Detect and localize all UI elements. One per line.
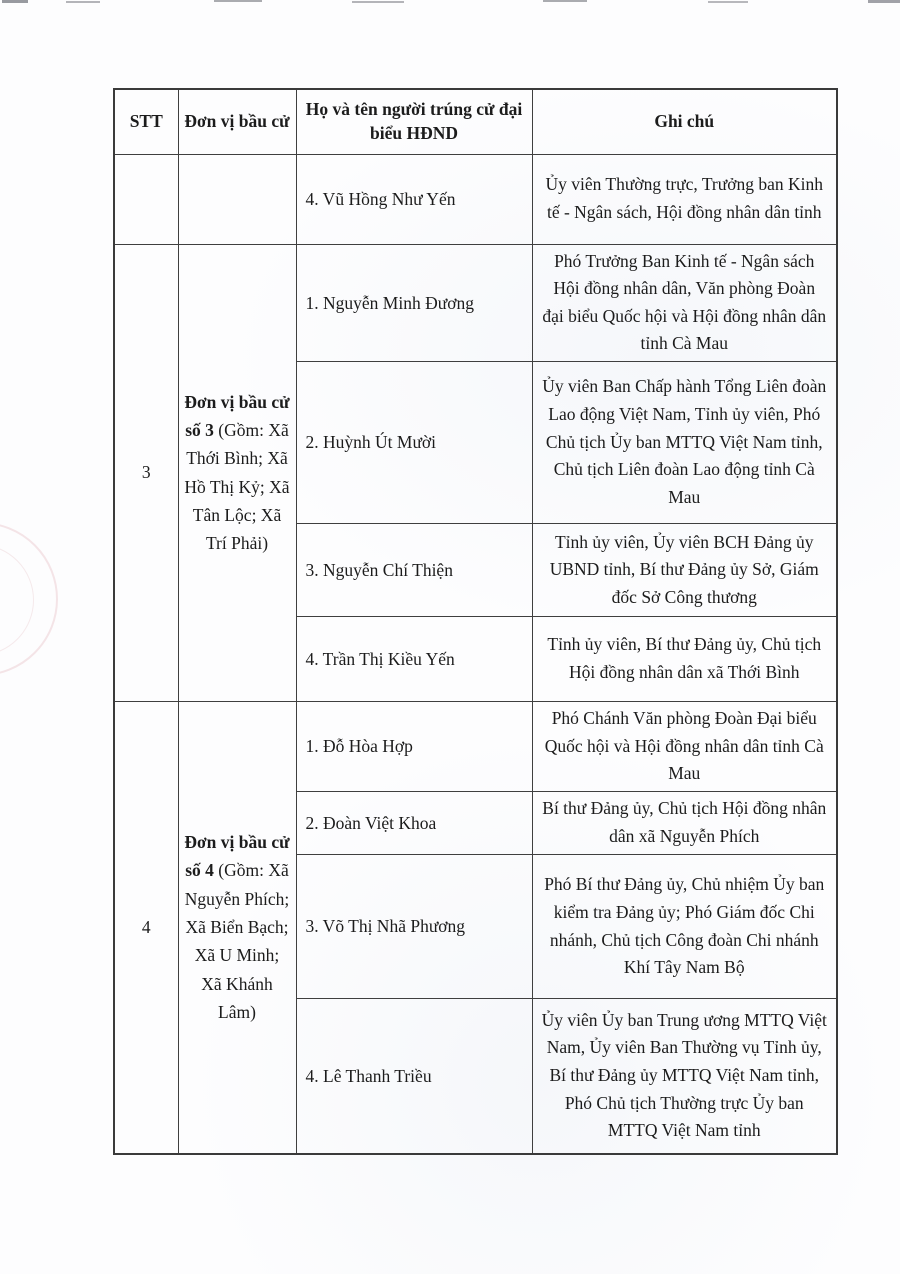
candidate-name: 3. Nguyễn Chí Thiện [296, 524, 532, 617]
table-row [114, 244, 837, 362]
election-results-table [113, 88, 838, 1155]
unit-cell-empty [178, 154, 296, 244]
candidate-name: 4. Trần Thị Kiều Yến [296, 617, 532, 702]
candidate-note: Phó Bí thư Đảng ủy, Chủ nhiệm Ủy ban kiểm tra Đảng ủy; Phó Giám đốc Chi nhánh, Chủ tịch Công đoàn Chi nhánh Khí Tây Nam Bộ [532, 855, 837, 999]
candidate-note: Bí thư Đảng ủy, Chủ tịch Hội đồng nhân dân xã Nguyễn Phích [532, 792, 837, 855]
candidate-name: 1. Đỗ Hòa Hợp [296, 702, 532, 792]
scan-noise-artifact [0, 0, 900, 4]
table-header-row [114, 89, 837, 154]
candidate-name: 4. Vũ Hồng Như Yến [296, 154, 532, 244]
unit-cell [178, 702, 296, 1154]
candidate-name: 2. Đoàn Việt Khoa [296, 792, 532, 855]
header-note: Ghi chú [532, 89, 837, 154]
header-stt: STT [114, 89, 178, 154]
candidate-note: Ủy viên Ủy ban Trung ương MTTQ Việt Nam, Ủy viên Ban Thường vụ Tỉnh ủy, Bí thư Đảng ủy MTTQ Việt Nam tỉnh, Phó Chủ tịch Thường trực Ủy ban MTTQ Việt Nam tỉnh [532, 999, 837, 1154]
candidate-note: Ủy viên Ban Chấp hành Tổng Liên đoàn Lao động Việt Nam, Tỉnh ủy viên, Phó Chủ tịch Ủy ban MTTQ Việt Nam tỉnh, Chủ tịch Liên đoàn Lao động tỉnh Cà Mau [532, 362, 837, 524]
unit-detail: (Gồm: Xã Nguyễn Phích; Xã Biển Bạch; Xã U Minh; Xã Khánh Lâm) [184, 860, 290, 1023]
candidate-note: Tỉnh ủy viên, Ủy viên BCH Đảng ủy UBND tỉnh, Bí thư Đảng ủy Sở, Giám đốc Sở Công thương [532, 524, 837, 617]
stt-cell: 4 [114, 702, 178, 1154]
candidate-name: 4. Lê Thanh Triều [296, 999, 532, 1154]
header-name: Họ và tên người trúng cử đại biểu HĐND [296, 89, 532, 154]
table-row-carryover [114, 154, 837, 244]
candidate-note: Ủy viên Thường trực, Trưởng ban Kinh tế - Ngân sách, Hội đồng nhân dân tỉnh [532, 154, 837, 244]
table-row [114, 702, 837, 792]
stt-cell-empty [114, 154, 178, 244]
unit-title: Đơn vị bầu cử số 3 [184, 391, 290, 441]
candidate-name: 1. Nguyễn Minh Đương [296, 244, 532, 362]
candidate-name: 3. Võ Thị Nhã Phương [296, 855, 532, 999]
unit-cell [178, 244, 296, 702]
candidate-name: 2. Huỳnh Út Mười [296, 362, 532, 524]
unit-detail: (Gồm: Xã Thới Bình; Xã Hồ Thị Kỷ; Xã Tân Lộc; Xã Trí Phải) [184, 420, 290, 554]
header-unit: Đơn vị bầu cử [178, 89, 296, 154]
candidate-note: Phó Trưởng Ban Kinh tế - Ngân sách Hội đồng nhân dân, Văn phòng Đoàn đại biểu Quốc hội và Hội đồng nhân dân tỉnh Cà Mau [532, 244, 837, 362]
candidate-note: Tỉnh ủy viên, Bí thư Đảng ủy, Chủ tịch Hội đồng nhân dân xã Thới Bình [532, 617, 837, 702]
stt-cell: 3 [114, 244, 178, 702]
candidate-note: Phó Chánh Văn phòng Đoàn Đại biểu Quốc hội và Hội đồng nhân dân tỉnh Cà Mau [532, 702, 837, 792]
unit-title: Đơn vị bầu cử số 4 [184, 832, 290, 881]
